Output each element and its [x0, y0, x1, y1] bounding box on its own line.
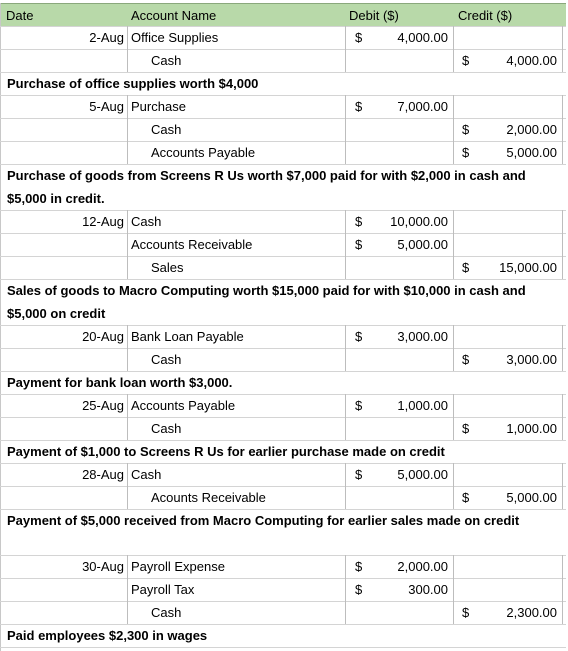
credit-currency-symbol: $ — [462, 122, 470, 137]
header-credit[interactable]: Credit ($) — [458, 8, 513, 23]
row-divider — [0, 256, 566, 257]
row-divider — [0, 49, 566, 50]
col-divider-debit — [453, 233, 454, 256]
col-divider-debit — [453, 394, 454, 417]
col-divider-account — [345, 26, 346, 49]
col-divider-account — [345, 141, 346, 164]
journal-entry-row — [0, 325, 566, 348]
credit-currency-symbol: $ — [462, 490, 470, 505]
journal-entry-row — [0, 463, 566, 486]
debit-currency-symbol: $ — [355, 467, 363, 482]
journal-note-row — [0, 72, 566, 95]
entry-debit-amount[interactable]: 7,000.00 — [397, 99, 448, 114]
row-divider — [0, 210, 566, 211]
entry-credit-amount[interactable]: 3,000.00 — [506, 352, 557, 367]
entry-debit-amount[interactable]: 1,000.00 — [397, 398, 448, 413]
entry-account-name[interactable]: Accounts Receivable — [131, 237, 253, 252]
entry-debit-amount[interactable]: 10,000.00 — [390, 214, 448, 229]
entry-date[interactable]: 28-Aug — [82, 467, 124, 482]
row-divider — [0, 141, 566, 142]
credit-currency-symbol: $ — [462, 605, 470, 620]
entry-description: Purchase of office supplies worth $4,000 — [7, 76, 259, 91]
entry-date[interactable]: 2-Aug — [89, 30, 124, 45]
col-divider-account — [345, 601, 346, 624]
col-divider-date — [127, 95, 128, 118]
row-divider — [0, 601, 566, 602]
row-divider — [0, 26, 566, 27]
col-divider-credit — [562, 555, 563, 578]
row-divider — [0, 486, 566, 487]
col-divider-credit — [562, 210, 563, 233]
col-divider-date — [127, 233, 128, 256]
col-divider-account — [345, 578, 346, 601]
entry-credit-amount[interactable]: 5,000.00 — [506, 490, 557, 505]
col-divider-debit — [453, 210, 454, 233]
entry-account-name[interactable]: Cash — [131, 214, 162, 229]
col-divider-credit — [562, 233, 563, 256]
col-divider-account — [345, 394, 346, 417]
col-divider-debit — [453, 49, 454, 72]
col-divider-account — [345, 210, 346, 233]
journal-note-row — [0, 624, 566, 647]
journal-entry-row — [0, 486, 566, 509]
debit-currency-symbol: $ — [355, 559, 363, 574]
entry-credit-amount[interactable]: 15,000.00 — [499, 260, 557, 275]
col-divider-date — [127, 394, 128, 417]
col-divider-credit — [562, 394, 563, 417]
entry-account-name[interactable]: Cash — [151, 53, 182, 68]
entry-credit-amount[interactable]: 5,000.00 — [506, 145, 557, 160]
col-divider-debit — [453, 463, 454, 486]
col-divider-credit — [562, 256, 563, 279]
entry-credit-amount[interactable]: 2,000.00 — [506, 122, 557, 137]
col-divider-debit — [453, 325, 454, 348]
journal-entry-row — [0, 118, 566, 141]
col-divider-credit — [562, 578, 563, 601]
row-divider — [0, 394, 566, 395]
col-divider-date — [127, 141, 128, 164]
entry-date[interactable]: 12-Aug — [82, 214, 124, 229]
col-divider-debit — [453, 256, 454, 279]
col-divider-debit — [453, 417, 454, 440]
col-divider-date — [127, 49, 128, 72]
row-divider — [0, 325, 566, 326]
credit-currency-symbol: $ — [462, 145, 470, 160]
col-divider-date — [127, 578, 128, 601]
col-divider-account — [345, 233, 346, 256]
col-divider-credit — [562, 141, 563, 164]
col-divider-account — [345, 256, 346, 279]
entry-date[interactable]: 25-Aug — [82, 398, 124, 413]
entry-debit-amount[interactable]: 300.00 — [408, 582, 448, 597]
col-divider-credit — [562, 417, 563, 440]
journal-entry-row — [0, 141, 566, 164]
entry-account-name[interactable]: Payroll Expense — [131, 559, 225, 574]
col-divider-debit — [453, 26, 454, 49]
entry-date[interactable]: 5-Aug — [89, 99, 124, 114]
entry-description: Purchase of goods from Screens R Us worth $7,000 paid for with $2,000 in cash and $5,000 in credit. — [7, 168, 526, 206]
col-divider-account — [345, 118, 346, 141]
col-divider-debit — [453, 486, 454, 509]
col-divider-credit — [562, 601, 563, 624]
entry-account-name[interactable]: Office Supplies — [131, 30, 219, 45]
entry-description: Sales of goods to Macro Computing worth $15,000 paid for with $10,000 in cash and $5,000 on credit — [7, 283, 526, 321]
debit-currency-symbol: $ — [355, 214, 363, 229]
entry-debit-amount[interactable]: 5,000.00 — [397, 467, 448, 482]
header-date[interactable]: Date — [6, 8, 34, 23]
col-divider-date — [127, 417, 128, 440]
col-divider-account — [345, 463, 346, 486]
credit-currency-symbol: $ — [462, 260, 470, 275]
col-divider-account — [345, 325, 346, 348]
entry-account-name[interactable]: Cash — [131, 467, 162, 482]
col-divider-debit — [453, 601, 454, 624]
journal-note-row — [0, 164, 566, 210]
debit-currency-symbol: $ — [355, 329, 363, 344]
sheet-bottom-border — [0, 647, 566, 648]
entry-date[interactable]: 20-Aug — [82, 329, 124, 344]
entry-account-name[interactable]: Sales — [151, 260, 184, 275]
debit-currency-symbol: $ — [355, 398, 363, 413]
entry-debit-amount[interactable]: 2,000.00 — [397, 559, 448, 574]
journal-entry-row — [0, 95, 566, 118]
row-divider — [0, 95, 566, 96]
entry-description: Payment of $5,000 received from Macro Computing for earlier sales made on credit — [7, 513, 520, 528]
debit-currency-symbol: $ — [355, 237, 363, 252]
col-divider-credit — [562, 26, 563, 49]
row-divider — [0, 578, 566, 579]
header-account-name[interactable]: Account Name — [131, 8, 217, 23]
col-divider-date — [127, 210, 128, 233]
header-row — [0, 3, 566, 27]
credit-currency-symbol: $ — [462, 53, 470, 68]
col-divider-account — [345, 49, 346, 72]
col-divider-date — [127, 256, 128, 279]
entry-debit-amount[interactable]: 3,000.00 — [397, 329, 448, 344]
journal-entry-row — [0, 256, 566, 279]
entry-account-name[interactable]: Acounts Receivable — [151, 490, 266, 505]
col-divider-account — [345, 417, 346, 440]
col-divider-credit — [562, 325, 563, 348]
header-debit[interactable]: Debit ($) — [349, 8, 399, 23]
col-divider-date — [127, 348, 128, 371]
entry-debit-amount[interactable]: 5,000.00 — [397, 237, 448, 252]
credit-currency-symbol: $ — [462, 421, 470, 436]
entry-description: Payment for bank loan worth $3,000. — [7, 375, 233, 390]
entry-account-name[interactable]: Cash — [151, 421, 182, 436]
entry-credit-amount[interactable]: 1,000.00 — [506, 421, 557, 436]
col-divider-debit — [453, 348, 454, 371]
col-divider-account — [345, 95, 346, 118]
col-divider-account — [345, 555, 346, 578]
col-divider-date — [127, 463, 128, 486]
col-divider-date — [127, 486, 128, 509]
journal-entry-row — [0, 49, 566, 72]
entry-account-name[interactable]: Purchase — [131, 99, 186, 114]
entry-account-name[interactable]: Cash — [151, 122, 182, 137]
journal-entry-row — [0, 578, 566, 601]
journal-entry-row — [0, 555, 566, 578]
col-divider-credit — [562, 486, 563, 509]
col-divider-credit — [562, 49, 563, 72]
col-divider-date — [127, 555, 128, 578]
entry-account-name[interactable]: Accounts Payable — [131, 398, 236, 413]
col-divider-date — [127, 325, 128, 348]
entry-account-name[interactable]: Cash — [151, 352, 182, 367]
entry-debit-amount[interactable]: 4,000.00 — [397, 30, 448, 45]
entry-credit-amount[interactable]: 4,000.00 — [506, 53, 557, 68]
entry-account-name[interactable]: Accounts Payable — [151, 145, 256, 160]
row-divider — [0, 348, 566, 349]
col-divider-credit — [562, 95, 563, 118]
debit-currency-symbol: $ — [355, 99, 363, 114]
journal-entry-row — [0, 601, 566, 624]
debit-currency-symbol: $ — [355, 30, 363, 45]
debit-currency-symbol: $ — [355, 582, 363, 597]
col-divider-credit — [562, 348, 563, 371]
col-divider-debit — [453, 95, 454, 118]
row-divider — [0, 417, 566, 418]
journal-note-row — [0, 509, 566, 555]
row-divider — [0, 463, 566, 464]
journal-entry-row — [0, 394, 566, 417]
col-divider-date — [127, 118, 128, 141]
credit-currency-symbol: $ — [462, 352, 470, 367]
entry-account-name[interactable]: Payroll Tax — [131, 582, 195, 597]
entry-description: Paid employees $2,300 in wages — [7, 628, 208, 643]
journal-entry-row — [0, 210, 566, 233]
col-divider-account — [345, 486, 346, 509]
journal-note-row — [0, 440, 566, 463]
col-divider-debit — [453, 578, 454, 601]
journal-entry-row — [0, 417, 566, 440]
col-divider-debit — [453, 118, 454, 141]
row-divider — [0, 233, 566, 234]
journal-note-row — [0, 279, 566, 325]
col-divider-date — [127, 601, 128, 624]
row-divider — [0, 118, 566, 119]
col-divider-date — [127, 26, 128, 49]
entry-account-name[interactable]: Bank Loan Payable — [131, 329, 244, 344]
col-divider-credit — [562, 463, 563, 486]
entry-credit-amount[interactable]: 2,300.00 — [506, 605, 557, 620]
row-divider — [0, 555, 566, 556]
col-divider-credit — [562, 118, 563, 141]
col-divider-debit — [453, 555, 454, 578]
journal-entry-row — [0, 233, 566, 256]
col-divider-account — [345, 348, 346, 371]
entry-date[interactable]: 30-Aug — [82, 559, 124, 574]
journal-entry-row — [0, 348, 566, 371]
entry-account-name[interactable]: Cash — [151, 605, 182, 620]
journal-note-row — [0, 371, 566, 394]
entry-description: Payment of $1,000 to Screens R Us for earlier purchase made on credit — [7, 444, 445, 459]
journal-entry-row — [0, 26, 566, 49]
col-divider-debit — [453, 141, 454, 164]
